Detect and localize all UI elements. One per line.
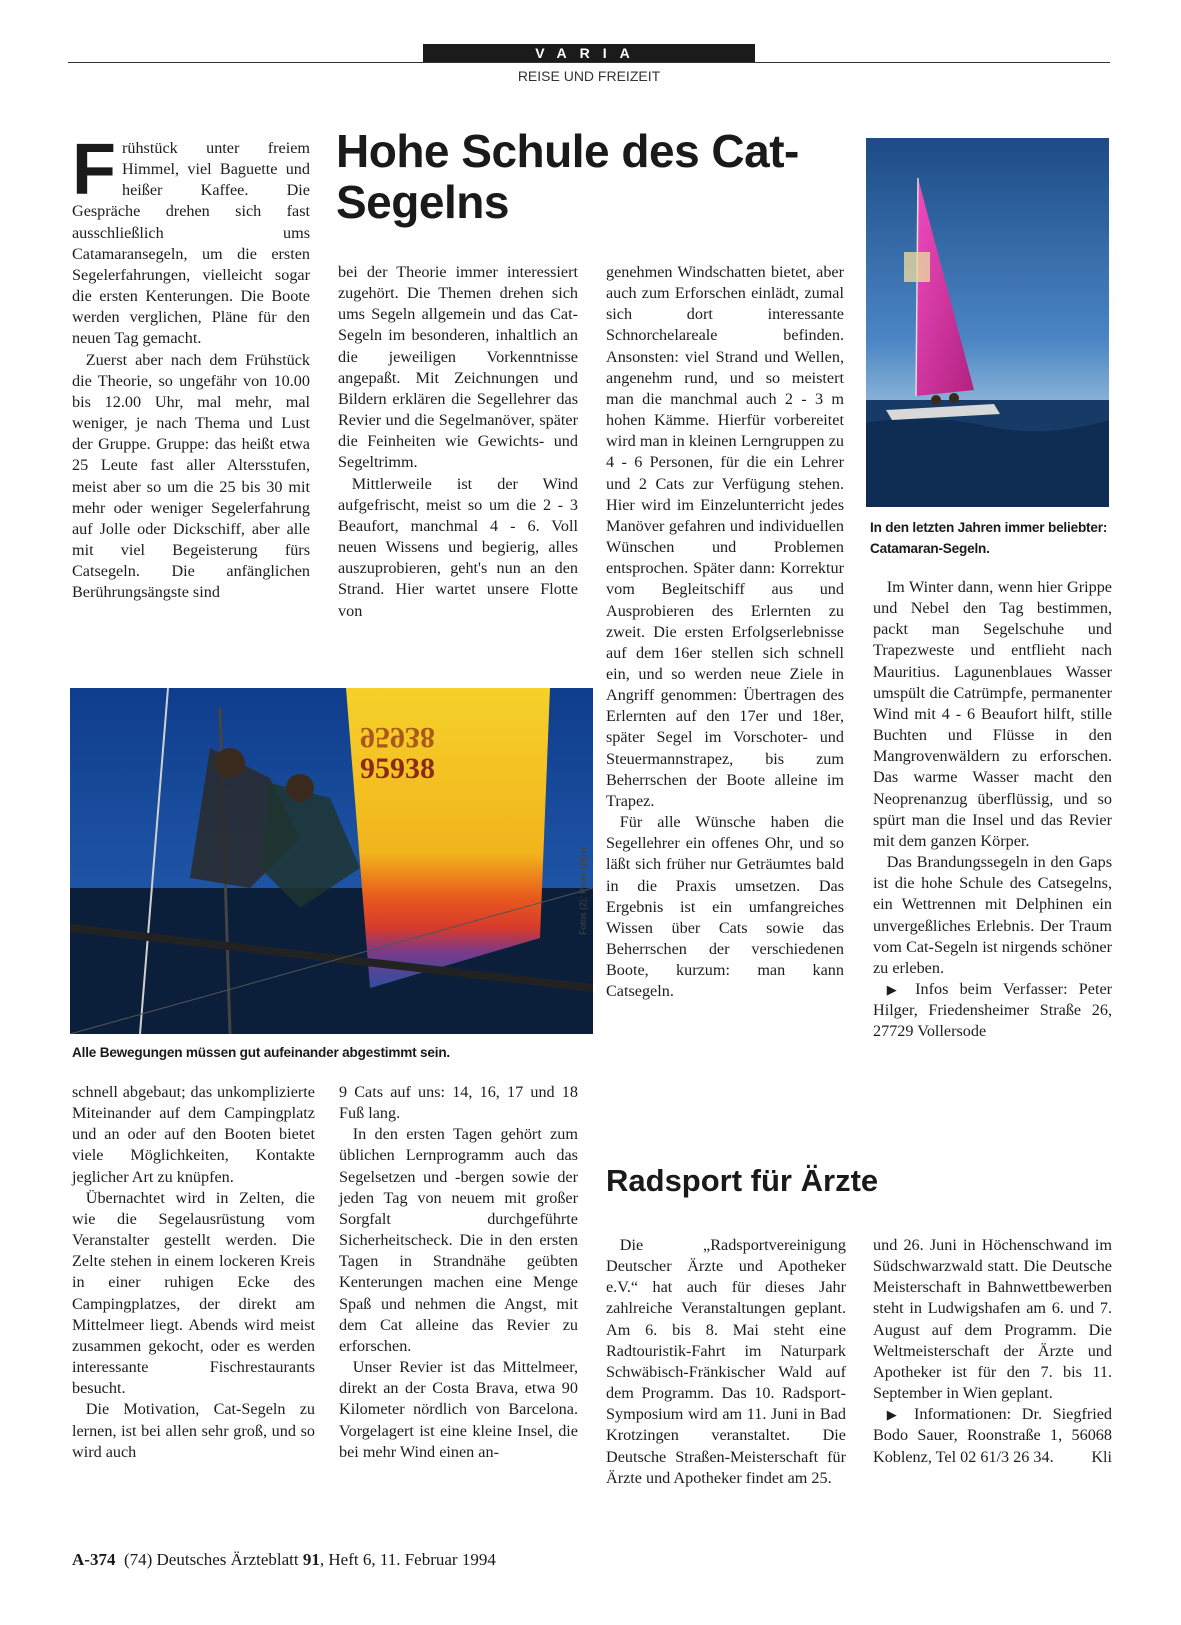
photo-image — [866, 138, 1109, 507]
info-paragraph — [873, 1404, 1112, 1467]
paragraph: Die „Radsportvereinigung Deutscher Ärzte und Apotheker e.V.“ hat auch für dieses Jahr zahlreiche Veranstaltungen geplant. Am 6. bis 8. Mai steht eine Radtouristik-Fahrt im Naturpark Schwäbisch-Fränkischer Wald auf dem Programm. Das 10. Radsport-Symposium wird am 11. Juni in Bad Krotzingen veranstaltet. Die Deutsche Straßen-Meisterschaft für Ärzte und Apotheker findet am 25. — [606, 1236, 846, 1487]
arrow-icon: ▶ — [886, 1407, 904, 1423]
article2-column-1 — [606, 1235, 846, 1489]
header-rule — [68, 62, 1110, 63]
paragraph: bei der Theorie immer interessiert zugehört. Die Themen drehen sich ums Segeln allgemein und das Cat-Segeln im besonderen, inhaltlich an die jeweiligen Vorkenntnisse angepaßt. Mit Zeichnungen und Bildern erklären die Segellehrer das Revier und die Segelmanöver, später die Feinheiten wie Gewichts- und Segeltrimm. — [338, 263, 578, 472]
info-text: Infos beim Verfasser: Peter Hilger, Friedensheimer Straße 26, 27729 Vollersode — [873, 979, 1113, 1041]
drop-cap: F — [72, 130, 116, 210]
sail-number-mirror: 95938 — [360, 721, 435, 754]
paragraph: schnell abgebaut; das unkomplizierte Miteinander auf dem Campingplatz und an oder auf den Booten bietet viele Möglichkeiten, Kontakte jeglicher Art zu knüpfen. — [72, 1083, 315, 1186]
paragraph: Für alle Wünsche haben die Segellehrer ein offenes Ohr, und so läßt sich früher nur Geträumtes bald in die Praxis umsetzen. Das Ergebnis ist ein umfangreiches Wissen über Cats sowie das Beherrschen der verschiedenen Boote, kurzum: man kann Catsegeln. — [606, 813, 844, 1001]
section-label: REISE UND FREIZEIT — [517, 68, 661, 84]
article-headline: Hohe Schule des Cat-Segelns — [336, 125, 799, 228]
info-text: Informationen: Dr. Siegfried Bodo Sauer, Roonstraße 1, 56068 Koblenz, Tel 02 61/3 26 34. — [873, 1405, 1112, 1466]
article-column-1 — [72, 130, 310, 603]
footer-issue: , Heft 6, 11. Februar 1994 — [319, 1550, 496, 1569]
photo-caption-side: In den letzten Jahren immer beliebter: Catamaran-Segeln. — [870, 520, 1108, 556]
paragraph: und 26. Juni in Höchenschwand im Südschwarzwald statt. Die Deutsche Meisterschaft in Bahnwettbewerben steht in Ludwigshafen am 6. und 7. August auf dem Programm. Die Weltmeisterschaft der Ärzte und Apotheker ist für den 7. bis 11. September in Wien geplant. — [873, 1236, 1112, 1403]
paragraph: 9 Cats auf uns: 14, 16, 17 und 18 Fuß lang. — [339, 1083, 578, 1123]
article-column-1-continued — [72, 1082, 315, 1463]
paragraph: genehmen Windschatten bietet, aber auch zum Erforschen einlädt, zumal sich dort interessante Schnorchelareale befinden. Ansonsten: viel Strand und Wellen, angenehm rund, und so meistert man die manchmal auch 2 - 3 m hohen Kämme. Hierfür vorbereitet wird man in kleinen Lerngruppen zu 4 - 6 Personen, für die ein Lehrer und 2 Cats zur Verfügung stehen. Hier wird im Einzelunterricht jedes Manöver gefahren und individuellen Wünschen und Problemen entsprochen. Später dann: Korrektur vom Begleitschiff aus und Ausprobieren des Erlernten zu zweit. Die ersten Erfolgserlebnisse auf dem 16er stellen sich schnell ein, und so werden neue Ziele in Angriff genommen: Übertragen des Erlernten auf den 17er und 18er, später Segel im Vorschoter- und Steuermannstrapez, bis zum Beherrschen der Boote alleine im Trapez. — [606, 263, 844, 810]
paragraph: In den ersten Tagen gehört zum üblichen Lernprogramm auch das Segelsetzen und -bergen sowie der jeden Tag von neuem mit großer Sorgfalt durchgeführte Sicherheitscheck. Die in den ersten Tagen in Strandnähe geübten Kenterungen machen eine Menge Spaß und nehmen die Angst, mit dem Cat alleine das Revier zu erforschen. — [339, 1125, 578, 1355]
article2-column-2 — [873, 1235, 1112, 1468]
arrow-icon: ▶ — [886, 981, 904, 997]
photo-credit: Fotos (2): Peter Hilger — [578, 846, 588, 935]
sail-number: 95938 — [360, 752, 435, 785]
paragraph: Zuerst aber nach dem Frühstück die Theorie, so ungefähr von 10.00 bis 12.00 Uhr, mal mehr, mal weniger, je nach Thema und Lust der Gruppe. Gruppe: das heißt etwa 25 Leute fast aller Altersstufen, meist aber so um die 25 bis 30 mit mehr oder weniger Segelerfahrung auf Jolle oder Dickschiff, aber alle mit viel Begeisterung fürs Catsegeln. Die anfänglichen Berührungsängste sind — [72, 350, 310, 602]
paragraph: Das Brandungssegeln in den Gaps ist die hohe Schule des Catsegelns, ein Wettrennen mit Delphinen ein unvergeßliches Erlebnis. Der Traum vom Cat-Segeln ist nirgends schöner zu erleben. — [873, 853, 1112, 977]
author-signature: Kli — [1091, 1447, 1112, 1466]
article-column-2-continued — [339, 1082, 578, 1463]
article-column-4 — [873, 577, 1112, 1042]
paragraph: Übernachtet wird in Zelten, die wie die Segelausrüstung vom Veranstalter gestellt werden. Die Zelte stehen in einem lockeren Kreis in einer ruhigen Ecke des Campingplatzes, der direkt am Mittelmeer liegt. Abends wird meist zusammen gekocht, oder es werden interessante Fischrestaurants besucht. — [72, 1188, 315, 1398]
photo-image — [70, 688, 593, 1034]
page-footer — [72, 1550, 772, 1570]
article-column-3 — [606, 262, 844, 1002]
paragraph: rühstück unter freiem Himmel, viel Baguette und heißer Kaffee. Die Gespräche drehen sich fast ausschließlich ums Catamaransegeln, um die ersten Segelerfahrungen, vielleicht sogar die ersten Kenterungen. Die Boote werden verglichen, Pläne für den neuen Tag gemacht. — [72, 139, 310, 348]
page-number: A-374 — [72, 1550, 116, 1569]
paragraph: Im Winter dann, wenn hier Grippe und Nebel den Tag bestimmen, packt man Segelschuhe und Trapezweste und entflieht nach Mauritius. Lagunenblaues Wasser umspült die Catrümpfe, permanenter Wind mit 4 - 6 Beaufort hilft, stille Buchten und Flüsse in den Mangrovenwäldern zu erforschen. Das warme Wasser macht den Neoprenanzug überflüssig, und so spürt man die Insel und das Revier mit dem ganzen Körper. — [873, 578, 1112, 850]
catamaran-photo-main — [70, 688, 593, 1034]
info-paragraph — [873, 979, 1112, 1042]
catamaran-photo-side — [866, 138, 1109, 507]
footer-volume: 91 — [302, 1550, 320, 1569]
section-banner: VARIA — [423, 44, 755, 63]
photo-caption-main: Alle Bewegungen müssen gut aufeinander abgestimmt sein. — [72, 1045, 451, 1060]
paragraph: Unser Revier ist das Mittelmeer, direkt an der Costa Brava, etwa 90 Kilometer nördlich von Barcelona. Vorgelagert ist eine kleine Insel, die bei mehr Wind einen an- — [339, 1358, 578, 1461]
article-column-2 — [338, 262, 578, 622]
paragraph: Mittlerweile ist der Wind aufgefrischt, meist so um die 2 - 3 Beaufort, manchmal 4 - 6. Voll neuen Wissens und begierig, alles auszuprobieren, geht's nun an den Strand. Hier wartet unsere Flotte von — [338, 474, 578, 620]
article-headline-2: Radsport für Ärzte — [606, 1163, 879, 1198]
footer-journal: (74) Deutsches Ärzteblatt — [123, 1550, 299, 1569]
paragraph: Die Motivation, Cat-Segeln zu lernen, ist bei allen sehr groß, und so wird auch — [72, 1400, 315, 1461]
